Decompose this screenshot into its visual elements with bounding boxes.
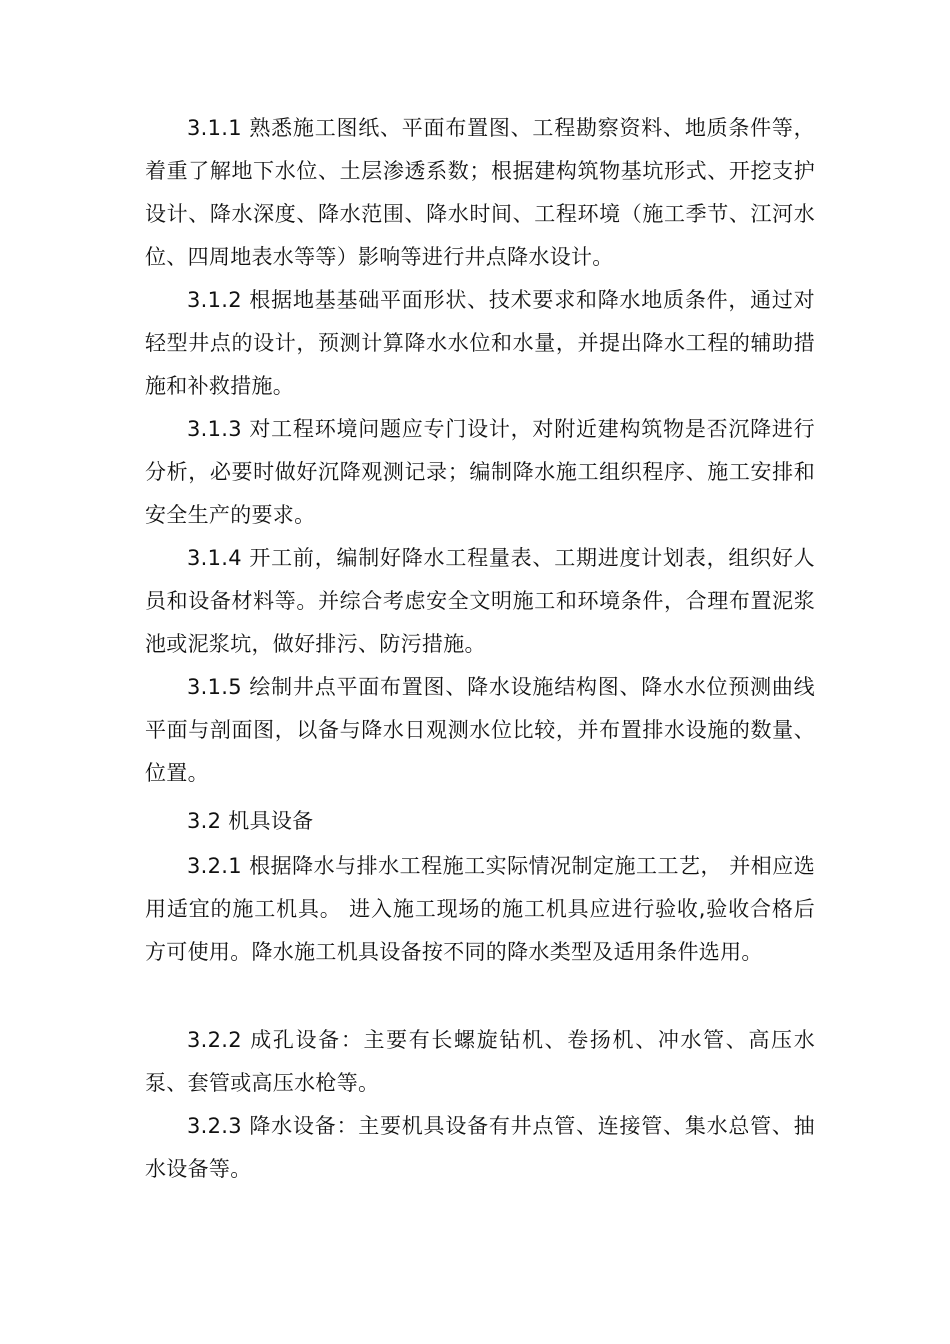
paragraph-3-2-1: 3.2.1 根据降水与排水工程施工实际情况制定施工工艺， 并相应选用适宜的施工机具。 进入施工现场的施工机具应进行验收,验收合格后方可使用。降水施工机具设备按不同的降水类型及适用条件选用。	[145, 854, 815, 964]
paragraph-3-1-4: 3.1.4 开工前，编制好降水工程量表、工期进度计划表，组织好人员和设备材料等。并综合考虑安全文明施工和环境条件，合理布置泥浆池或泥浆坑，做好排污、防污措施。	[145, 546, 815, 656]
paragraph-3-1-5: 3.1.5 绘制井点平面布置图、降水设施结构图、降水水位预测曲线平面与剖面图，以备与降水日观测水位比较，并布置排水设施的数量、位置。	[145, 675, 815, 785]
paragraph-3-1-2: 3.1.2 根据地基基础平面形状、技术要求和降水地质条件，通过对轻型井点的设计，预测计算降水水位和水量，并提出降水工程的辅助措施和补救措施。	[145, 288, 815, 398]
section-heading-3-2: 3.2 机具设备	[187, 809, 314, 833]
paragraph-3-2-3: 3.2.3 降水设备：主要机具设备有井点管、连接管、集水总管、抽水设备等。	[145, 1114, 815, 1181]
paragraph-3-1-1: 3.1.1 熟悉施工图纸、平面布置图、工程勘察资料、地质条件等，着重了解地下水位、土层渗透系数；根据建构筑物基坑形式、开挖支护设计、降水深度、降水范围、降水时间、工程环境（施工季节、江河水位、四周地表水等等）影响等进行井点降水设计。	[145, 116, 815, 269]
paragraph-3-2-2: 3.2.2 成孔设备：主要有长螺旋钻机、卷扬机、冲水管、高压水泵、套管或高压水枪等。	[145, 1028, 815, 1095]
paragraph-3-1-3: 3.1.3 对工程环境问题应专门设计，对附近建构筑物是否沉降进行分析，必要时做好沉降观测记录；编制降水施工组织程序、施工安排和安全生产的要求。	[145, 417, 815, 527]
